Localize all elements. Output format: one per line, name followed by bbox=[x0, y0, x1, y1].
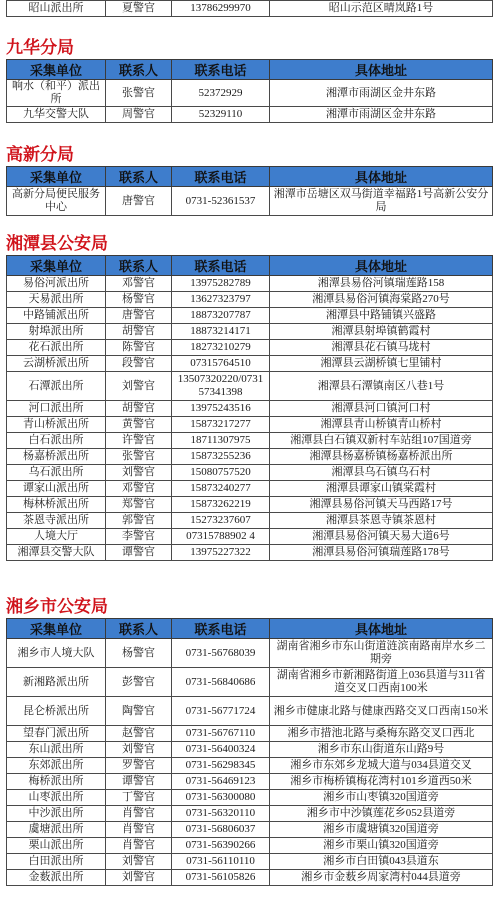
table-row bbox=[7, 372, 493, 401]
table-row bbox=[7, 529, 493, 545]
column-header: 联系人 bbox=[106, 60, 172, 80]
table-row bbox=[7, 742, 493, 758]
unit-cell: 云湖桥派出所 bbox=[7, 356, 106, 372]
contact-cell: 郭警官 bbox=[106, 513, 172, 529]
table-row bbox=[7, 806, 493, 822]
table-row bbox=[7, 187, 493, 216]
contact-cell: 邓警官 bbox=[106, 276, 172, 292]
unit-cell: 东郊派出所 bbox=[7, 758, 106, 774]
unit-cell: 易俗河派出所 bbox=[7, 276, 106, 292]
table-row bbox=[7, 790, 493, 806]
address-cell: 湘乡市栗山镇320国道旁 bbox=[270, 838, 493, 854]
table-row bbox=[7, 401, 493, 417]
address-cell: 湘潭县易俗河镇天易大道6号 bbox=[270, 529, 493, 545]
contact-cell: 郑警官 bbox=[106, 497, 172, 513]
xiangxiang-table bbox=[6, 618, 493, 886]
column-header: 联系人 bbox=[106, 619, 172, 639]
table-row bbox=[7, 1, 493, 17]
table-row bbox=[7, 822, 493, 838]
address-cell: 湘潭县石潭镇南区八巷1号 bbox=[270, 372, 493, 401]
contact-cell: 肖警官 bbox=[106, 838, 172, 854]
contact-cell: 彭警官 bbox=[106, 668, 172, 697]
phone-cell: 15873255236 bbox=[172, 449, 270, 465]
column-header: 具体地址 bbox=[270, 167, 493, 187]
contact-cell: 胡警官 bbox=[106, 401, 172, 417]
address-cell: 湘乡市措池北路与桑梅东路交叉口西北 bbox=[270, 726, 493, 742]
section-title: 湘潭县公安局 bbox=[6, 234, 108, 254]
unit-cell: 湘乡市人境大队 bbox=[7, 639, 106, 668]
phone-cell: 13786299970 bbox=[172, 1, 270, 17]
gaoxin-table bbox=[6, 166, 493, 216]
unit-cell: 天易派出所 bbox=[7, 292, 106, 308]
table-row bbox=[7, 465, 493, 481]
address-cell: 湖南省湘乡市新湘路街道上036县道与311省道交叉口西南100米 bbox=[270, 668, 493, 697]
section-jiuhua bbox=[0, 37, 500, 123]
address-cell: 湖南省湘乡市东山街道涟滨南路南岸水乡二期旁 bbox=[270, 639, 493, 668]
address-cell: 湘潭县云湖桥镇七里铺村 bbox=[270, 356, 493, 372]
address-cell: 湘潭县杨嘉桥镇杨嘉桥派出所 bbox=[270, 449, 493, 465]
xiangtan-county-table bbox=[6, 255, 493, 561]
contact-cell: 谭警官 bbox=[106, 545, 172, 561]
unit-cell: 昆仑桥派出所 bbox=[7, 697, 106, 726]
phone-cell: 0731-56298345 bbox=[172, 758, 270, 774]
table-row bbox=[7, 639, 493, 668]
table-row bbox=[7, 668, 493, 697]
contact-cell: 邓警官 bbox=[106, 481, 172, 497]
address-cell: 湘乡市虞塘镇320国道旁 bbox=[270, 822, 493, 838]
address-cell: 湘潭县易俗河镇瑞莲路158 bbox=[270, 276, 493, 292]
address-cell: 湘潭县中路铺镇兴盛路 bbox=[270, 308, 493, 324]
phone-cell: 15080757520 bbox=[172, 465, 270, 481]
table-row bbox=[7, 513, 493, 529]
contact-cell: 刘警官 bbox=[106, 372, 172, 401]
contact-cell: 夏警官 bbox=[106, 1, 172, 17]
phone-cell: 15873240277 bbox=[172, 481, 270, 497]
column-header: 联系人 bbox=[106, 167, 172, 187]
table-row bbox=[7, 854, 493, 870]
table-row bbox=[7, 340, 493, 356]
unit-cell: 响水（和平）派出所 bbox=[7, 80, 106, 107]
unit-cell: 望春门派出所 bbox=[7, 726, 106, 742]
address-cell: 湘潭市雨湖区金井东路 bbox=[270, 107, 493, 123]
address-cell: 湘乡市金薮乡周家湾村044县道旁 bbox=[270, 870, 493, 886]
contact-cell: 段警官 bbox=[106, 356, 172, 372]
column-header: 具体地址 bbox=[270, 256, 493, 276]
phone-cell: 13507320220/0731 57341398 bbox=[172, 372, 270, 401]
phone-cell: 07315764510 bbox=[172, 356, 270, 372]
phone-cell: 18711307975 bbox=[172, 433, 270, 449]
phone-cell: 0731-56840686 bbox=[172, 668, 270, 697]
table-row bbox=[7, 481, 493, 497]
section-title: 高新分局 bbox=[6, 145, 74, 165]
address-cell: 湘潭县易俗河镇天马西路17号 bbox=[270, 497, 493, 513]
column-header: 联系电话 bbox=[172, 60, 270, 80]
section-xiangtan-county bbox=[0, 233, 500, 561]
unit-cell: 金薮派出所 bbox=[7, 870, 106, 886]
contact-cell: 肖警官 bbox=[106, 806, 172, 822]
table-row bbox=[7, 308, 493, 324]
phone-cell: 18873207787 bbox=[172, 308, 270, 324]
jiuhua-table bbox=[6, 59, 493, 123]
unit-cell: 湘潭县交警大队 bbox=[7, 545, 106, 561]
contact-cell: 谭警官 bbox=[106, 774, 172, 790]
table-row bbox=[7, 774, 493, 790]
phone-cell: 15873262219 bbox=[172, 497, 270, 513]
phone-cell: 13975243516 bbox=[172, 401, 270, 417]
phone-cell: 52372929 bbox=[172, 80, 270, 107]
address-cell: 湘乡市梅桥镇梅花湾村101乡道西50米 bbox=[270, 774, 493, 790]
contact-cell: 刘警官 bbox=[106, 870, 172, 886]
unit-cell: 茶恩寺派出所 bbox=[7, 513, 106, 529]
unit-cell: 新湘路派出所 bbox=[7, 668, 106, 697]
unit-cell: 梅桥派出所 bbox=[7, 774, 106, 790]
table-row bbox=[7, 324, 493, 340]
phone-cell: 07315788902 4 bbox=[172, 529, 270, 545]
contact-cell: 周警官 bbox=[106, 107, 172, 123]
phone-cell: 18273210279 bbox=[172, 340, 270, 356]
column-header: 具体地址 bbox=[270, 60, 493, 80]
unit-cell: 梅林桥派出所 bbox=[7, 497, 106, 513]
table-row bbox=[7, 356, 493, 372]
table-row bbox=[7, 80, 493, 107]
unit-cell: 东山派出所 bbox=[7, 742, 106, 758]
contact-cell: 李警官 bbox=[106, 529, 172, 545]
unit-cell: 白田派出所 bbox=[7, 854, 106, 870]
unit-cell: 虞塘派出所 bbox=[7, 822, 106, 838]
column-header: 采集单位 bbox=[7, 60, 106, 80]
contact-cell: 杨警官 bbox=[106, 639, 172, 668]
address-cell: 湘乡市白田镇043县道东 bbox=[270, 854, 493, 870]
phone-cell: 0731-56767110 bbox=[172, 726, 270, 742]
unit-cell: 射埠派出所 bbox=[7, 324, 106, 340]
contact-cell: 陶警官 bbox=[106, 697, 172, 726]
phone-cell: 0731-56806037 bbox=[172, 822, 270, 838]
unit-cell: 昭山派出所 bbox=[7, 1, 106, 17]
contact-cell: 刘警官 bbox=[106, 465, 172, 481]
unit-cell: 白石派出所 bbox=[7, 433, 106, 449]
contact-cell: 陈警官 bbox=[106, 340, 172, 356]
table-row bbox=[7, 545, 493, 561]
section-title: 湘乡市公安局 bbox=[6, 597, 108, 617]
address-cell: 湘乡市东郊乡龙城大道与034县道交叉 bbox=[270, 758, 493, 774]
phone-cell: 0731-52361537 bbox=[172, 187, 270, 216]
phone-cell: 15873217277 bbox=[172, 417, 270, 433]
table-row bbox=[7, 292, 493, 308]
table-row bbox=[7, 870, 493, 886]
contact-cell: 黄警官 bbox=[106, 417, 172, 433]
section-zhaoshan bbox=[0, 0, 500, 17]
phone-cell: 13975282789 bbox=[172, 276, 270, 292]
unit-cell: 青山桥派出所 bbox=[7, 417, 106, 433]
table-row bbox=[7, 107, 493, 123]
unit-cell: 中路铺派出所 bbox=[7, 308, 106, 324]
contact-cell: 许警官 bbox=[106, 433, 172, 449]
contact-cell: 胡警官 bbox=[106, 324, 172, 340]
section-title: 九华分局 bbox=[6, 38, 74, 58]
address-cell: 湘潭县青山桥镇青山桥村 bbox=[270, 417, 493, 433]
address-cell: 湘乡市山枣镇320国道旁 bbox=[270, 790, 493, 806]
unit-cell: 乌石派出所 bbox=[7, 465, 106, 481]
phone-cell: 18873214171 bbox=[172, 324, 270, 340]
address-cell: 湘乡市东山街道东山路9号 bbox=[270, 742, 493, 758]
table-row bbox=[7, 497, 493, 513]
unit-cell: 中沙派出所 bbox=[7, 806, 106, 822]
unit-cell: 谭家山派出所 bbox=[7, 481, 106, 497]
column-header: 联系电话 bbox=[172, 167, 270, 187]
phone-cell: 52329110 bbox=[172, 107, 270, 123]
phone-cell: 0731-56400324 bbox=[172, 742, 270, 758]
phone-cell: 0731-56768039 bbox=[172, 639, 270, 668]
column-header: 具体地址 bbox=[270, 619, 493, 639]
contact-cell: 刘警官 bbox=[106, 854, 172, 870]
address-cell: 湘乡市中沙镇莲花乡052县道旁 bbox=[270, 806, 493, 822]
address-cell: 湘潭县易俗河镇瑞莲路178号 bbox=[270, 545, 493, 561]
table-row bbox=[7, 449, 493, 465]
unit-cell: 高新分局便民服务中心 bbox=[7, 187, 106, 216]
contact-cell: 丁警官 bbox=[106, 790, 172, 806]
unit-cell: 人境大厅 bbox=[7, 529, 106, 545]
phone-cell: 0731-56390266 bbox=[172, 838, 270, 854]
table-row bbox=[7, 276, 493, 292]
address-cell: 湘潭县易俗河镇海棠路270号 bbox=[270, 292, 493, 308]
contact-cell: 唐警官 bbox=[106, 187, 172, 216]
address-cell: 湘潭县河口镇河口村 bbox=[270, 401, 493, 417]
contact-cell: 刘警官 bbox=[106, 742, 172, 758]
phone-cell: 0731-56469123 bbox=[172, 774, 270, 790]
unit-cell: 山枣派出所 bbox=[7, 790, 106, 806]
address-cell: 湘潭县乌石镇乌石村 bbox=[270, 465, 493, 481]
address-cell: 湘潭县白石镇双新村车站组107国道旁 bbox=[270, 433, 493, 449]
column-header: 联系电话 bbox=[172, 619, 270, 639]
contact-cell: 张警官 bbox=[106, 449, 172, 465]
unit-cell: 河口派出所 bbox=[7, 401, 106, 417]
phone-cell: 0731-56300080 bbox=[172, 790, 270, 806]
phone-cell: 15273237607 bbox=[172, 513, 270, 529]
column-header: 联系人 bbox=[106, 256, 172, 276]
phone-cell: 13975227322 bbox=[172, 545, 270, 561]
column-header: 采集单位 bbox=[7, 167, 106, 187]
contact-cell: 唐警官 bbox=[106, 308, 172, 324]
column-header: 采集单位 bbox=[7, 619, 106, 639]
contact-cell: 赵警官 bbox=[106, 726, 172, 742]
table-row bbox=[7, 726, 493, 742]
address-cell: 湘潭市雨湖区金井东路 bbox=[270, 80, 493, 107]
zhaoshan-table bbox=[6, 0, 493, 17]
column-header: 联系电话 bbox=[172, 256, 270, 276]
unit-cell: 九华交警大队 bbox=[7, 107, 106, 123]
contact-cell: 杨警官 bbox=[106, 292, 172, 308]
unit-cell: 石潭派出所 bbox=[7, 372, 106, 401]
address-cell: 湘潭县花石镇马垅村 bbox=[270, 340, 493, 356]
table-row bbox=[7, 697, 493, 726]
address-cell: 湘潭市岳塘区双马街道幸福路1号高新公安分局 bbox=[270, 187, 493, 216]
address-cell: 湘乡市健康北路与健康西路交叉口西南150米 bbox=[270, 697, 493, 726]
address-cell: 昭山示范区晴岚路1号 bbox=[270, 1, 493, 17]
unit-cell: 杨嘉桥派出所 bbox=[7, 449, 106, 465]
address-cell: 湘潭县射埠镇鹤霞村 bbox=[270, 324, 493, 340]
table-row bbox=[7, 758, 493, 774]
phone-cell: 0731-56320110 bbox=[172, 806, 270, 822]
table-row bbox=[7, 838, 493, 854]
contact-cell: 罗警官 bbox=[106, 758, 172, 774]
table-row bbox=[7, 433, 493, 449]
contact-cell: 张警官 bbox=[106, 80, 172, 107]
address-cell: 湘潭县茶恩寺镇茶恩村 bbox=[270, 513, 493, 529]
section-xiangxiang bbox=[0, 596, 500, 886]
contact-cell: 肖警官 bbox=[106, 822, 172, 838]
unit-cell: 栗山派出所 bbox=[7, 838, 106, 854]
phone-cell: 0731-56110110 bbox=[172, 854, 270, 870]
phone-cell: 13627323797 bbox=[172, 292, 270, 308]
unit-cell: 花石派出所 bbox=[7, 340, 106, 356]
phone-cell: 0731-56771724 bbox=[172, 697, 270, 726]
column-header: 采集单位 bbox=[7, 256, 106, 276]
table-row bbox=[7, 417, 493, 433]
section-gaoxin bbox=[0, 144, 500, 216]
address-cell: 湘潭县谭家山镇棠霞村 bbox=[270, 481, 493, 497]
phone-cell: 0731-56105826 bbox=[172, 870, 270, 886]
